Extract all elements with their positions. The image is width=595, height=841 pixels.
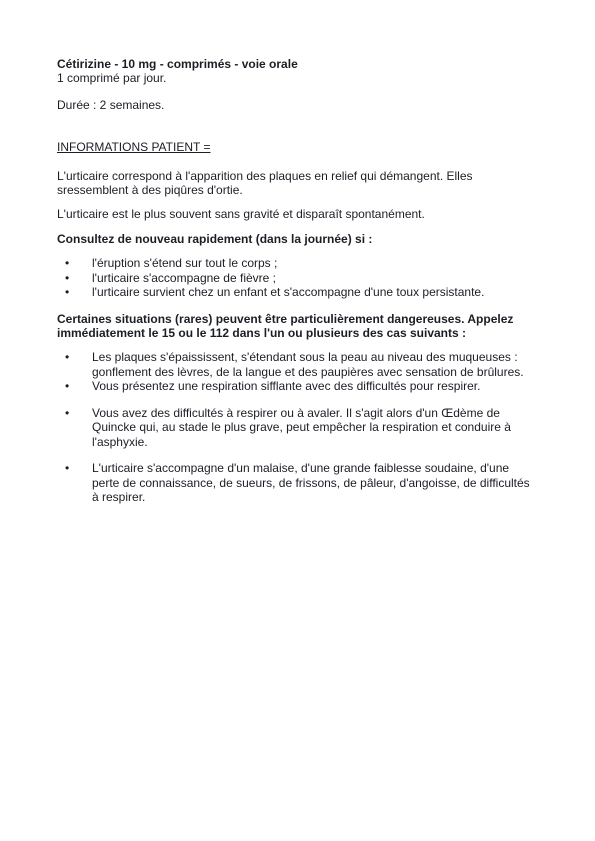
intro-line-1: L'urticaire correspond à l'apparition des plaques en relief qui démangent. Elles <box>57 169 473 183</box>
list-item <box>57 406 547 450</box>
benign-paragraph: L'urticaire est le plus souvent sans gravité et disparaît spontanément. <box>57 207 425 221</box>
bullet-icon: • <box>65 379 70 393</box>
prescription-title: Cétirizine - 10 mg - comprimés - voie orale <box>57 57 298 71</box>
danger-item-line: l'asphyxie. <box>92 434 148 449</box>
prescription-dosage: 1 comprimé par jour. <box>57 71 167 85</box>
danger-item-line: Quincke qui, au stade le plus grave, peut empêcher la respiration et conduire à <box>92 420 511 434</box>
bullet-icon: • <box>65 270 70 285</box>
consult-item-text: l'urticaire s'accompagne de fièvre ; <box>92 270 277 285</box>
danger-item-line: perte de connaissance, de sueurs, de frissons, de pâleur, d'angoisse, de difficultés <box>92 475 530 490</box>
consult-item-text: l'urticaire survient chez un enfant et s'accompagne d'une toux persistante. <box>92 285 485 299</box>
consult-list <box>57 256 547 300</box>
consult-item-text: l'éruption s'étend sur tout le corps ; <box>92 256 278 270</box>
danger-item-line: Vous avez des difficultés à respirer ou à avaler. Il s'agit alors d'un Œdème de <box>92 405 500 420</box>
list-item <box>57 461 547 505</box>
list-item <box>57 350 547 379</box>
patient-info-heading: INFORMATIONS PATIENT = <box>57 140 211 154</box>
danger-item-line: Vous présentez une respiration sifflante avec des difficultés pour respirer. <box>92 379 481 393</box>
danger-item-line: gonflement des lèvres, de la langue et des paupières avec sensation de brûlures. <box>92 364 524 379</box>
bullet-icon: • <box>65 461 70 475</box>
bullet-icon: • <box>65 256 70 270</box>
list-item <box>57 256 547 271</box>
danger-item-line: à respirer. <box>92 490 146 504</box>
danger-heading-line-2: immédiatement le 15 ou le 112 dans l'un ou plusieurs des cas suivants : <box>57 326 466 340</box>
intro-line-2: sressemblent à des piqûres d'ortie. <box>57 183 243 197</box>
list-item <box>57 379 547 394</box>
danger-item-line: Les plaques s'épaississent, s'étendant sous la peau au niveau des muqueuses : <box>92 350 518 364</box>
bullet-icon: • <box>65 285 70 299</box>
consult-heading: Consultez de nouveau rapidement (dans la journée) si : <box>57 232 373 246</box>
danger-item-line: L'urticaire s'accompagne d'un malaise, d'une grande faiblesse soudaine, d'une <box>92 461 510 475</box>
danger-heading-line-1: Certaines situations (rares) peuvent être particulièrement dangereuses. Appelez <box>57 312 514 326</box>
list-item <box>57 271 547 286</box>
prescription-duration: Durée : 2 semaines. <box>57 98 165 112</box>
bullet-icon: • <box>65 350 70 364</box>
danger-list <box>57 350 547 505</box>
list-item <box>57 285 547 300</box>
bullet-icon: • <box>65 405 70 420</box>
